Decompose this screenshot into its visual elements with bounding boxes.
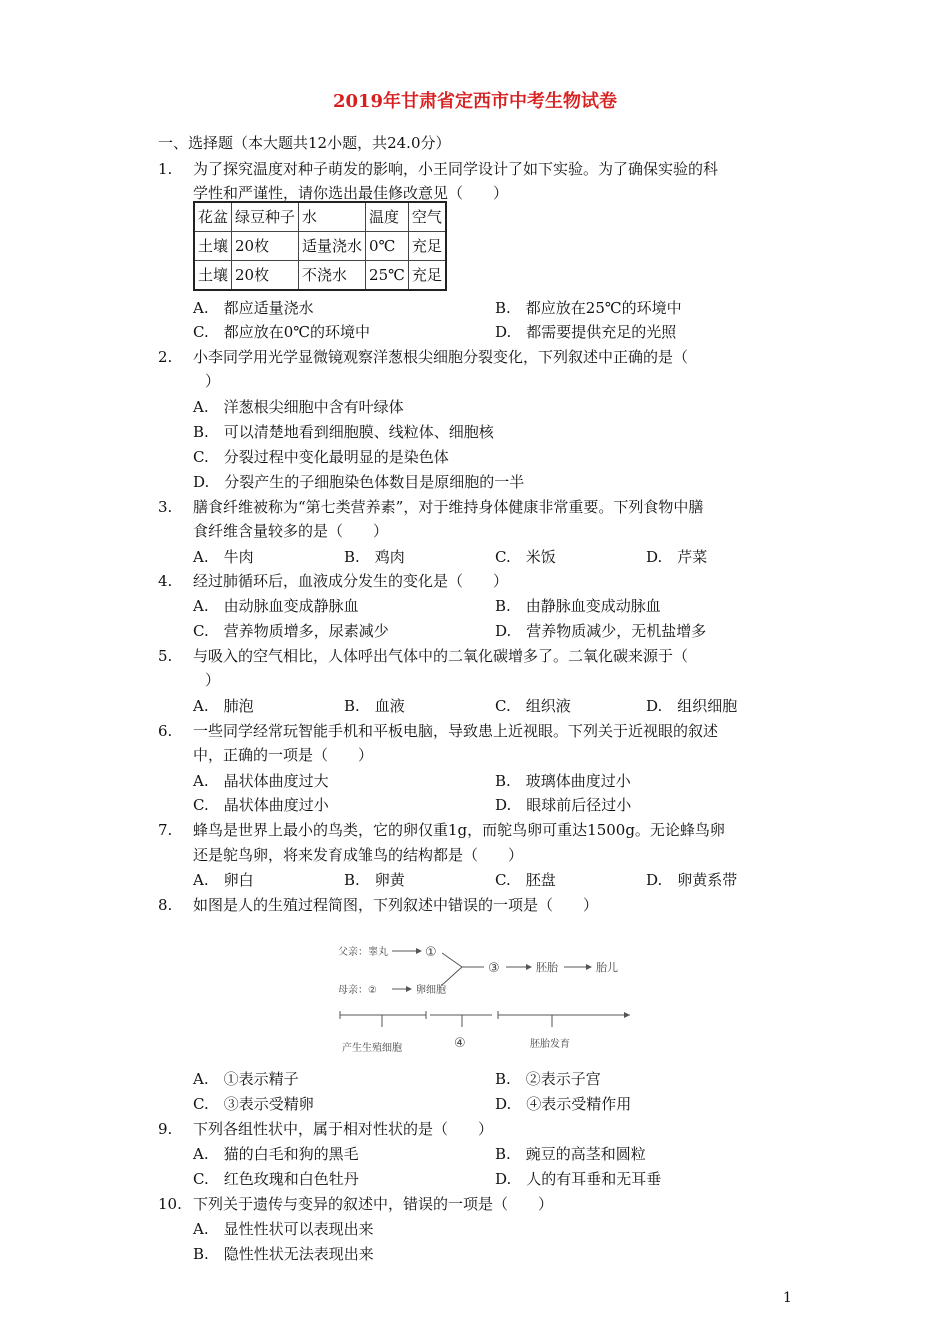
question-text: 学性和严谨性，请你选出最佳修改意见（ ） <box>193 184 509 202</box>
question-text: 还是鸵鸟卵，将来发育成雏鸟的结构都是（ ） <box>193 846 524 864</box>
option-a: A. 都应适量浇水 <box>193 299 314 317</box>
table-cell: 空气 <box>408 202 446 232</box>
option-d: D. 卵黄系带 <box>646 871 738 889</box>
question-text: 经过肺循环后，血液成分发生的变化是（ ） <box>193 572 509 590</box>
merge-line <box>442 953 462 967</box>
table-cell: 温度 <box>366 202 409 232</box>
question-number: 9. <box>158 1120 173 1138</box>
question-number: 8. <box>158 896 173 914</box>
option-b: B. 豌豆的高茎和圆粒 <box>495 1145 646 1163</box>
table-cell: 20枚 <box>232 261 299 291</box>
option-d: D. 眼球前后径过小 <box>495 796 632 814</box>
question-number: 2. <box>158 348 173 366</box>
option-a: A. 显性性状可以表现出来 <box>193 1220 374 1238</box>
option-c: C. 分裂过程中变化最明显的是染色体 <box>193 448 449 466</box>
option-c: C. 都应放在0℃的环境中 <box>193 323 371 341</box>
table-cell: 不浇水 <box>299 261 366 291</box>
option-a: A. 猫的白毛和狗的黑毛 <box>193 1145 359 1163</box>
embryo-label: 胚胎 <box>536 961 558 974</box>
development-label: 胚胎发育 <box>530 1039 570 1050</box>
arrow-head <box>406 986 412 992</box>
option-b: B. ②表示子宫 <box>495 1070 601 1088</box>
question-text: 一些同学经常玩智能手机和平板电脑，导致患上近视眼。下列关于近视眼的叙述 <box>193 722 719 740</box>
table-cell: 充足 <box>408 261 446 291</box>
table-row <box>194 202 446 232</box>
option-b: B. 由静脉血变成动脉血 <box>495 597 661 615</box>
option-d: D. 营养物质减少，无机盐增多 <box>495 622 707 640</box>
question-text: 与吸入的空气相比，人体呼出气体中的二氧化碳增多了。二氧化碳来源于（ <box>193 647 689 665</box>
merge-line <box>442 967 462 985</box>
option-d: D. 组织细胞 <box>646 697 738 715</box>
question-text: 膳食纤维被称为“第七类营养素”，对于维持身体健康非常重要。下列食物中膳 <box>193 498 704 516</box>
table-cell: 20枚 <box>232 232 299 261</box>
table-cell: 25℃ <box>366 261 409 291</box>
option-c: C. 营养物质增多，尿素减少 <box>193 622 389 640</box>
table-cell: 绿豆种子 <box>232 202 299 232</box>
option-b: B. 隐性性状无法表现出来 <box>193 1245 374 1263</box>
timeline-arrow-head <box>624 1012 630 1018</box>
circle-4: ④ <box>454 1036 466 1051</box>
option-b: B. 卵黄 <box>344 871 405 889</box>
option-c: C. 红色玫瑰和白色牡丹 <box>193 1170 359 1188</box>
option-d: D. 分裂产生的子细胞染色体数目是原细胞的一半 <box>193 473 525 491</box>
question-text: ） <box>205 671 221 689</box>
table-cell: 土壤 <box>194 232 232 261</box>
question-number: 5. <box>158 647 173 665</box>
question-number: 1. <box>158 160 173 178</box>
option-a: A. 肺泡 <box>193 697 254 715</box>
option-d: D. 都需要提供充足的光照 <box>495 323 677 341</box>
question-number: 7. <box>158 821 173 839</box>
father-label: 父亲：睾丸 <box>338 947 388 958</box>
experiment-table <box>193 201 447 291</box>
option-d: D. ④表示受精作用 <box>495 1095 632 1113</box>
question-number: 10. <box>158 1195 182 1213</box>
option-a: A. 洋葱根尖细胞中含有叶绿体 <box>193 398 404 416</box>
option-b: B. 玻璃体曲度过小 <box>495 772 631 790</box>
question-number: 4. <box>158 572 173 590</box>
option-c: C. 组织液 <box>495 697 571 715</box>
option-c: C. 米饭 <box>495 548 556 566</box>
egg-label: 卵细胞 <box>416 985 446 996</box>
option-b: B. 鸡肉 <box>344 548 405 566</box>
arrow-head <box>586 964 592 970</box>
question-text: 如图是人的生殖过程简图，下列叙述中错误的一项是（ ） <box>193 896 599 914</box>
question-text: 蜂鸟是世界上最小的鸟类，它的卵仅重1g，而鸵鸟卵可重达1500g。无论蜂鸟卵 <box>193 821 725 839</box>
circle-1: ① <box>425 945 437 960</box>
question-text: 小李同学用光学显微镜观察洋葱根尖细胞分裂变化，下列叙述中正确的是（ <box>193 348 689 366</box>
table-cell: 充足 <box>408 232 446 261</box>
option-a: A. 牛肉 <box>193 548 254 566</box>
question-number: 3. <box>158 498 173 516</box>
reproduction-diagram <box>330 935 640 1060</box>
section-heading: 一、选择题（本大题共12小题，共24.0分） <box>158 134 451 152</box>
question-text: 下列各组性状中，属于相对性状的是（ ） <box>193 1120 494 1138</box>
question-number: 6. <box>158 722 173 740</box>
table-cell: 0℃ <box>366 232 409 261</box>
question-text: 中，正确的一项是（ ） <box>193 746 374 764</box>
question-text: ） <box>205 372 221 390</box>
option-a: A. ①表示精子 <box>193 1070 299 1088</box>
option-a: A. 卵白 <box>193 871 254 889</box>
question-text: 为了探究温度对种子萌发的影响，小王同学设计了如下实验。为了确保实验的科 <box>193 160 719 178</box>
circle-3: ③ <box>488 961 500 976</box>
table-cell: 花盆 <box>194 202 232 232</box>
page-number: 1 <box>783 1290 792 1306</box>
fetus-label: 胎儿 <box>596 961 618 974</box>
option-a: A. 由动脉血变成静脉血 <box>193 597 359 615</box>
option-c: C. ③表示受精卵 <box>193 1095 314 1113</box>
arrow-head <box>416 948 422 954</box>
table-cell: 水 <box>299 202 366 232</box>
produce-label: 产生生殖细胞 <box>342 1043 402 1054</box>
option-b: B. 都应放在25℃的环境中 <box>495 299 682 317</box>
question-text: 食纤维含量较多的是（ ） <box>193 522 389 540</box>
option-a: A. 晶状体曲度过大 <box>193 772 329 790</box>
table-row <box>194 261 446 291</box>
table-cell: 适量浇水 <box>299 232 366 261</box>
option-d: D. 芹菜 <box>646 548 708 566</box>
option-d: D. 人的有耳垂和无耳垂 <box>495 1170 662 1188</box>
option-b: B. 血液 <box>344 697 405 715</box>
page-title: 2019年甘肃省定西市中考生物试卷 <box>332 91 618 112</box>
table-row <box>194 232 446 261</box>
option-c: C. 胚盘 <box>495 871 556 889</box>
table-cell: 土壤 <box>194 261 232 291</box>
mother-label: 母亲：② <box>338 985 377 996</box>
option-b: B. 可以清楚地看到细胞膜、线粒体、细胞核 <box>193 423 494 441</box>
arrow-head <box>526 964 532 970</box>
option-c: C. 晶状体曲度过小 <box>193 796 329 814</box>
question-text: 下列关于遗传与变异的叙述中，错误的一项是（ ） <box>193 1195 554 1213</box>
